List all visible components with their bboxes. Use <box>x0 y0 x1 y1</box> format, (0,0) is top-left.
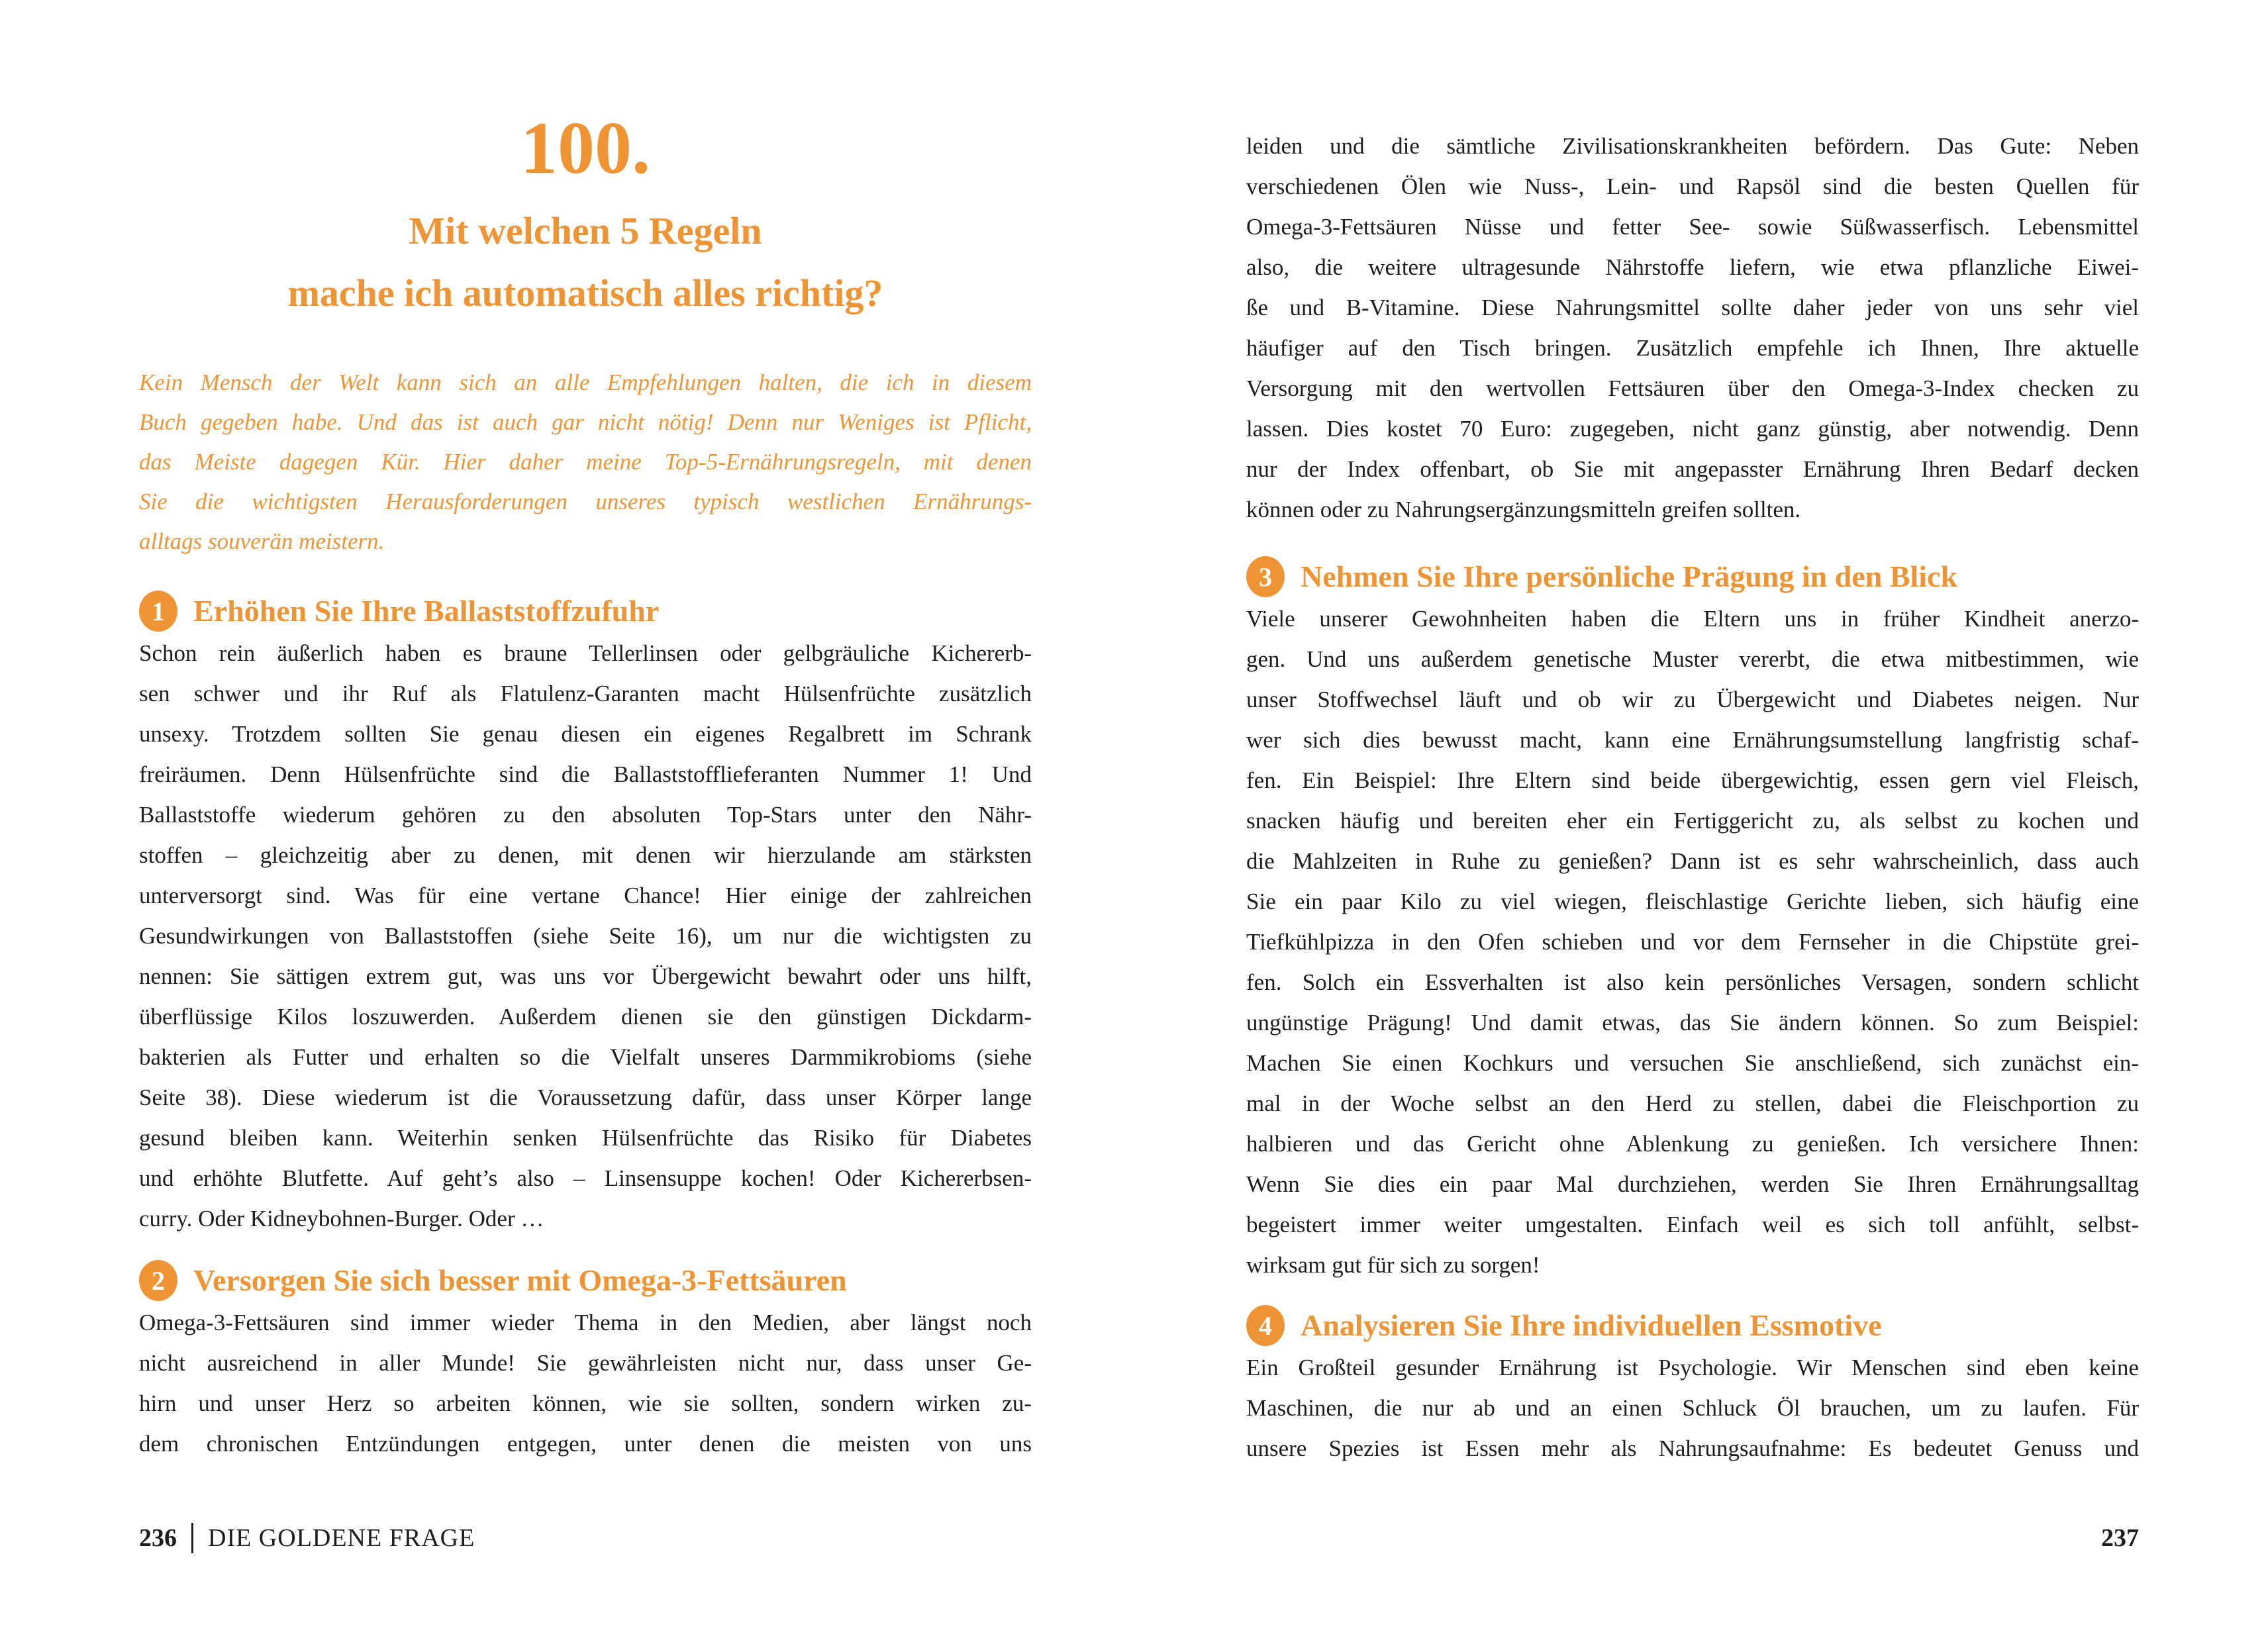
text-line: halbieren und das Gericht ohne Ablenkung zu genießen. Ich versichere Ihnen: <box>1246 1131 2139 1157</box>
text-line: hirn und unser Herz so arbeiten können, wie sie sollten, sondern wirken zu- <box>139 1390 1032 1416</box>
text-line: Wenn Sie dies ein paar Mal durchziehen, werden Sie Ihren Ernährungsalltag <box>1246 1171 2139 1197</box>
chapter-number: 100. <box>520 107 650 189</box>
text-line: Maschinen, die nur ab und an einen Schluck Öl brauchen, um zu laufen. Für <box>1246 1395 2139 1421</box>
left-page-footer <box>139 1523 475 1553</box>
text-line: mal in der Woche selbst an den Herd zu stellen, dabei die Fleischportion zu <box>1246 1090 2139 1116</box>
section-1-number-badge: 1 <box>139 591 177 632</box>
text-line: Ballaststoffe wiederum gehören zu den absoluten Top-Stars unter den Nähr- <box>139 802 1032 828</box>
text-line: sen schwer und ihr Ruf als Flatulenz-Garanten macht Hülsenfrüchte zusätzlich <box>139 681 1032 706</box>
text-line: Omega-3-Fettsäuren Nüsse und fetter See- sowie Süßwasserfisch. Lebensmittel <box>1246 214 2139 240</box>
text-line: das Meiste dagegen Kür. Hier daher meine Top-5-Ernährungsregeln, mit denen <box>139 449 1032 475</box>
continuation-paragraph <box>1246 126 2139 530</box>
intro-paragraph <box>139 363 1032 561</box>
section-4-body <box>1246 1347 2139 1469</box>
text-line: alltags souverän meistern. <box>139 528 385 554</box>
right-text-column <box>1246 0 2139 1469</box>
running-head: DIE GOLDENE FRAGE <box>208 1524 475 1552</box>
text-line: können oder zu Nahrungsergänzungsmitteln greifen sollten. <box>1246 497 1801 522</box>
right-page-footer <box>1246 1523 2139 1553</box>
text-line: nicht ausreichend in aller Munde! Sie gewährleisten nicht nur, dass unser Ge- <box>139 1350 1032 1376</box>
chapter-title <box>139 200 1032 324</box>
text-line: bakterien als Futter und erhalten so die Vielfalt unseres Darmmikrobioms (siehe <box>139 1044 1032 1070</box>
text-line: Omega-3-Fettsäuren sind immer wieder Thema in den Medien, aber längst noch <box>139 1310 1032 1335</box>
text-line: überflüssige Kilos loszuwerden. Außerdem dienen sie den günstigen Dickdarm- <box>139 1004 1032 1030</box>
text-line: ungünstige Prägung! Und damit etwas, das Sie ändern können. So zum Beispiel: <box>1246 1010 2139 1036</box>
section-1-body <box>139 633 1032 1239</box>
text-line: verschiedenen Ölen wie Nuss-, Lein- und Rapsöl sind die besten Quellen für <box>1246 173 2139 199</box>
section-4-heading: Analysieren Sie Ihre individuellen Essmotive <box>1301 1308 1882 1342</box>
section-4-header <box>1246 1305 2139 1346</box>
text-line: Sie ein paar Kilo zu viel wiegen, fleischlastige Gerichte lieben, sich häufig eine <box>1246 889 2139 914</box>
section-3-header <box>1246 556 2139 597</box>
text-line: Schon rein äußerlich haben es braune Tellerlinsen oder gelbgräuliche Kichererb- <box>139 640 1032 666</box>
text-line: begeistert immer weiter umgestalten. Einfach weil es sich toll anfühlt, selbst- <box>1246 1212 2139 1237</box>
text-line: unser Stoffwechsel läuft und ob wir zu Übergewicht und Diabetes neigen. Nur <box>1246 687 2139 712</box>
left-text-column <box>139 0 1032 1464</box>
chapter-title-line-2: mache ich automatisch alles richtig? <box>287 271 883 314</box>
text-line: also, die weitere ultragesunde Nährstoffe liefern, wie etwa pflanzliche Eiwei- <box>1246 254 2139 280</box>
text-line: Machen Sie einen Kochkurs und versuchen Sie anschließend, sich zunächst ein- <box>1246 1050 2139 1076</box>
text-line: Viele unserer Gewohnheiten haben die Eltern uns in früher Kindheit anerzo- <box>1246 606 2139 632</box>
section-2-header <box>139 1260 1032 1301</box>
section-2-number-badge: 2 <box>139 1260 177 1301</box>
text-line: gen. Und uns außerdem genetische Muster vererbt, die etwa mitbestimmen, wie <box>1246 646 2139 672</box>
text-line: unterversorgt sind. Was für eine vertane Chance! Hier einige der zahlreichen <box>139 883 1032 908</box>
text-line: unsexy. Trotzdem sollten Sie genau diesen ein eigenes Regalbrett im Schrank <box>139 721 1032 747</box>
section-3 <box>1246 556 2139 1285</box>
section-3-body <box>1246 599 2139 1285</box>
text-line: fen. Ein Beispiel: Ihre Eltern sind beide übergewichtig, essen gern viel Fleisch, <box>1246 767 2139 793</box>
text-line: die Mahlzeiten in Ruhe zu genießen? Dann ist es sehr wahrscheinlich, dass auch <box>1246 848 2139 874</box>
text-line: wirksam gut für sich zu sorgen! <box>1246 1252 1540 1278</box>
text-line: Sie die wichtigsten Herausforderungen unseres typisch westlichen Ernährungs- <box>139 489 1032 514</box>
text-line: curry. Oder Kidneybohnen-Burger. Oder … <box>139 1206 544 1232</box>
text-line: stoffen – gleichzeitig aber zu denen, mit denen wir hierzulande am stärksten <box>139 842 1032 868</box>
text-line: Tiefkühlpizza in den Ofen schieben und vor dem Fernseher in die Chipstüte grei- <box>1246 929 2139 955</box>
text-line: Versorgung mit den wertvollen Fettsäuren über den Omega-3-Index checken zu <box>1246 375 2139 401</box>
text-line: häufiger auf den Tisch bringen. Zusätzlich empfehle ich Ihnen, Ihre aktuelle <box>1246 335 2139 361</box>
text-line: Buch gegeben habe. Und das ist auch gar nicht nötig! Denn nur Weniges ist Pflicht, <box>139 409 1032 435</box>
section-3-heading: Nehmen Sie Ihre persönliche Prägung in den Blick <box>1301 559 1958 593</box>
text-line: und erhöhte Blutfette. Auf geht’s also – Linsensuppe kochen! Oder Kichererbsen- <box>139 1165 1032 1191</box>
section-2 <box>139 1260 1032 1464</box>
text-line: gesund bleiben kann. Weiterhin senken Hülsenfrüchte das Risiko für Diabetes <box>139 1125 1032 1151</box>
text-line: Ein Großteil gesunder Ernährung ist Psychologie. Wir Menschen sind eben keine <box>1246 1355 2139 1380</box>
section-2-heading: Versorgen Sie sich besser mit Omega-3-Fettsäuren <box>193 1263 847 1297</box>
text-line: dem chronischen Entzündungen entgegen, unter denen die meisten von uns <box>139 1431 1032 1457</box>
text-line: snacken häufig und bereiten eher ein Fertiggericht zu, als selbst zu kochen und <box>1246 808 2139 834</box>
text-line: nur der Index offenbart, ob Sie mit angepasster Ernährung Ihren Bedarf decken <box>1246 456 2139 482</box>
page-right <box>1134 0 2268 1642</box>
section-2-body <box>139 1302 1032 1464</box>
section-4-number-badge: 4 <box>1246 1305 1285 1346</box>
text-line: ße und B-Vitamine. Diese Nahrungsmittel sollte daher jeder von uns sehr viel <box>1246 295 2139 320</box>
section-3-number-badge: 3 <box>1246 556 1285 597</box>
footer-divider <box>191 1523 193 1553</box>
text-line: fen. Solch ein Essverhalten ist also kein persönliches Versagen, sondern schlicht <box>1246 969 2139 995</box>
chapter-title-line-1: Mit welchen 5 Regeln <box>409 209 762 252</box>
text-line: Seite 38). Diese wiederum ist die Voraussetzung dafür, dass unser Körper lange <box>139 1085 1032 1110</box>
section-1 <box>139 591 1032 1239</box>
text-line: wer sich dies bewusst macht, kann eine Ernährungsumstellung langfristig schaf- <box>1246 727 2139 753</box>
text-line: unsere Spezies ist Essen mehr als Nahrungsaufnahme: Es bedeutet Genuss und <box>1246 1435 2139 1461</box>
text-line: freiräumen. Denn Hülsenfrüchte sind die Ballaststofflieferanten Nummer 1! Und <box>139 761 1032 787</box>
text-line: Kein Mensch der Welt kann sich an alle Empfehlungen halten, die ich in diesem <box>139 369 1032 395</box>
section-1-header <box>139 591 1032 632</box>
section-1-heading: Erhöhen Sie Ihre Ballaststoffzufuhr <box>193 594 660 628</box>
text-line: leiden und die sämtliche Zivilisationskrankheiten befördern. Das Gute: Neben <box>1246 133 2139 159</box>
text-line: Gesundwirkungen von Ballaststoffen (siehe Seite 16), um nur die wichtigsten zu <box>139 923 1032 949</box>
text-line: lassen. Dies kostet 70 Euro: zugegeben, nicht ganz günstig, aber notwendig. Denn <box>1246 416 2139 442</box>
left-page-number: 236 <box>139 1524 177 1552</box>
right-page-number: 237 <box>2101 1524 2139 1552</box>
section-4 <box>1246 1305 2139 1469</box>
text-line: nennen: Sie sättigen extrem gut, was uns vor Übergewicht bewahrt oder uns hilft, <box>139 963 1032 989</box>
